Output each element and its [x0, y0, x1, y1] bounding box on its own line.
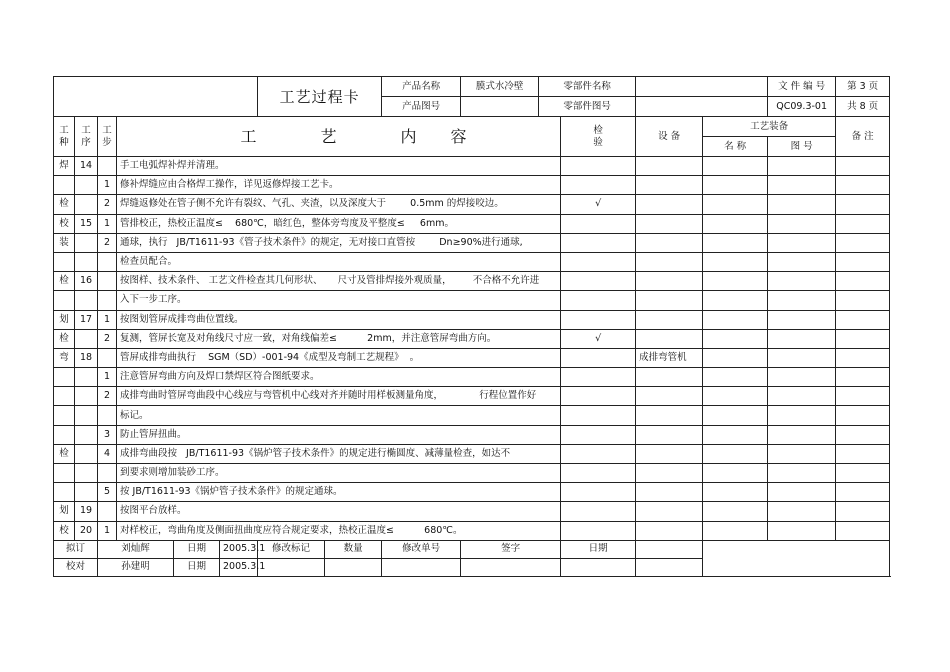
- col-op-header: 工 序: [75, 117, 98, 157]
- col-step-header: 工 步: [98, 117, 117, 157]
- step-cell: 1: [98, 368, 117, 387]
- tool-drawing-cell: [768, 329, 836, 348]
- checked-date: 2005.3.1: [220, 558, 258, 576]
- footer-blank-right: [703, 540, 890, 576]
- step-cell: [98, 272, 117, 291]
- equipment-cell: [636, 483, 703, 502]
- tool-name-cell: [703, 387, 768, 406]
- tool-name-cell: [703, 176, 768, 195]
- table-row: [54, 368, 890, 387]
- content-cell: 手工电弧焊补焊并清理。: [117, 157, 561, 176]
- part-drawing-value: [636, 97, 768, 117]
- tool-drawing-cell: [768, 214, 836, 233]
- trade-cell: [54, 368, 75, 387]
- table-row: [54, 310, 890, 329]
- inspect-cell: [561, 348, 636, 367]
- trade-cell: 检: [54, 195, 75, 214]
- trade-cell: [54, 291, 75, 310]
- tool-name-cell: [703, 521, 768, 540]
- trade-cell: 装: [54, 233, 75, 252]
- tool-drawing-cell: [768, 521, 836, 540]
- table-row: [54, 464, 890, 483]
- table-row: [54, 176, 890, 195]
- inspect-cell: [561, 464, 636, 483]
- checked-by: 孙建明: [98, 558, 174, 576]
- table-row: [54, 483, 890, 502]
- remark-cell: [836, 464, 890, 483]
- table-row: [54, 521, 890, 540]
- op-cell: [75, 387, 98, 406]
- content-cell: 焊缝返修处在管子侧不允许有裂纹、气孔、夹渣，以及深度大于 0.5mm 的焊接咬边。: [117, 195, 561, 214]
- op-cell: [75, 368, 98, 387]
- content-cell: 修补焊缝应由合格焊工操作，详见返修焊接工艺卡。: [117, 176, 561, 195]
- inspect-cell: [561, 387, 636, 406]
- tool-name-cell: [703, 483, 768, 502]
- tool-drawing-cell: [768, 406, 836, 425]
- quantity-label: 数量: [325, 540, 382, 558]
- step-cell: [98, 291, 117, 310]
- tool-name-cell: [703, 272, 768, 291]
- step-cell: 1: [98, 176, 117, 195]
- remark-cell: [836, 310, 890, 329]
- trade-cell: 校: [54, 521, 75, 540]
- tool-name-cell: [703, 310, 768, 329]
- step-cell: 3: [98, 425, 117, 444]
- tool-drawing-cell: [768, 291, 836, 310]
- step-cell: [98, 157, 117, 176]
- equipment-cell: [636, 444, 703, 463]
- tool-drawing-cell: [768, 252, 836, 271]
- trade-cell: [54, 252, 75, 271]
- product-name-value: 膜式水冷壁: [461, 77, 539, 97]
- product-name-label: 产品名称: [382, 77, 461, 97]
- equipment-cell: [636, 176, 703, 195]
- remark-cell: [836, 329, 890, 348]
- trade-cell: 弯: [54, 348, 75, 367]
- content-cell: 通球，执行 JB/T1611-93《管子技术条件》的规定，无对接口直管按 Dn≥90%进行通球,: [117, 233, 561, 252]
- trade-cell: 划: [54, 502, 75, 521]
- tool-name-cell: [703, 157, 768, 176]
- remark-cell: [836, 348, 890, 367]
- content-cell: 注意管屏弯曲方向及焊口禁焊区符合图纸要求。: [117, 368, 561, 387]
- op-cell: [75, 176, 98, 195]
- table-row: [54, 425, 890, 444]
- tool-drawing-cell: [768, 387, 836, 406]
- tool-drawing-cell: [768, 483, 836, 502]
- op-cell: [75, 406, 98, 425]
- step-cell: 2: [98, 233, 117, 252]
- part-drawing-label: 零部件图号: [539, 97, 636, 117]
- col-content-header: 工 艺 内 容: [117, 117, 561, 157]
- content-cell: 检查员配合。: [117, 252, 561, 271]
- content-cell: 成排弯曲时管屏弯曲段中心线应与弯管机中心线对齐并随时用样板测量角度， 行程位置作好: [117, 387, 561, 406]
- col-inspect-header: 检 验: [561, 117, 636, 157]
- tool-drawing-cell: [768, 444, 836, 463]
- tool-drawing-cell: [768, 233, 836, 252]
- tool-drawing-cell: [768, 272, 836, 291]
- equipment-cell: [636, 425, 703, 444]
- table-row: [54, 233, 890, 252]
- inspect-cell: [561, 368, 636, 387]
- trade-cell: 检: [54, 444, 75, 463]
- tool-name-cell: [703, 444, 768, 463]
- equipment-cell: [636, 464, 703, 483]
- step-cell: 2: [98, 195, 117, 214]
- blank-cell: [325, 558, 382, 576]
- remark-cell: [836, 157, 890, 176]
- table-row: [54, 291, 890, 310]
- blank-cell: [382, 558, 461, 576]
- table-row: [54, 272, 890, 291]
- step-cell: 5: [98, 483, 117, 502]
- part-name-value: [636, 77, 768, 97]
- equipment-cell: [636, 252, 703, 271]
- content-cell: 按图划管屏成排弯曲位置线。: [117, 310, 561, 329]
- op-cell: 20: [75, 521, 98, 540]
- remark-cell: [836, 406, 890, 425]
- inspect-cell: √: [561, 195, 636, 214]
- table-row: [54, 329, 890, 348]
- tool-name-cell: [703, 233, 768, 252]
- equipment-cell: [636, 310, 703, 329]
- card-title: 工艺过程卡: [258, 77, 382, 117]
- inspect-cell: [561, 233, 636, 252]
- remark-cell: [836, 368, 890, 387]
- revision-mark-label: 修改标记: [258, 540, 325, 558]
- checked-label: 校对: [54, 558, 98, 576]
- file-no-value: QC09.3-01: [768, 97, 836, 117]
- content-cell: 防止管屏扭曲。: [117, 425, 561, 444]
- col-equipment-header: 设 备: [636, 117, 703, 157]
- content-cell: 标记。: [117, 406, 561, 425]
- content-cell: 按图样、技术条件、 工艺文件检查其几何形状、 尺寸及管排焊接外观质量， 不合格不允许进: [117, 272, 561, 291]
- content-cell: 对样校正，弯曲角度及侧面扭曲度应符合规定要求，热校正温度≤ 680℃。: [117, 521, 561, 540]
- inspect-cell: [561, 444, 636, 463]
- table-row: [54, 406, 890, 425]
- col-remark-header: 备 注: [836, 117, 890, 157]
- footer-blank: [636, 540, 703, 558]
- tool-drawing-cell: [768, 425, 836, 444]
- remark-cell: [836, 425, 890, 444]
- remark-cell: [836, 521, 890, 540]
- remark-cell: [836, 444, 890, 463]
- step-cell: 2: [98, 329, 117, 348]
- remark-cell: [836, 272, 890, 291]
- op-cell: 18: [75, 348, 98, 367]
- remark-cell: [836, 214, 890, 233]
- trade-cell: [54, 425, 75, 444]
- part-name-label: 零部件名称: [539, 77, 636, 97]
- content-cell: 入下一步工序。: [117, 291, 561, 310]
- trade-cell: [54, 406, 75, 425]
- tool-drawing-cell: [768, 310, 836, 329]
- checked-date-label: 日期: [174, 558, 220, 576]
- tool-name-cell: [703, 195, 768, 214]
- product-drawing-label: 产品图号: [382, 97, 461, 117]
- step-cell: [98, 502, 117, 521]
- step-cell: [98, 406, 117, 425]
- trade-cell: [54, 464, 75, 483]
- tool-name-cell: [703, 368, 768, 387]
- drafted-date: 2005.3.1: [220, 540, 258, 558]
- equipment-cell: [636, 214, 703, 233]
- content-cell: 按 JB/T1611-93《锅炉管子技术条件》的规定通球。: [117, 483, 561, 502]
- process-card: [53, 76, 890, 577]
- step-cell: 2: [98, 387, 117, 406]
- table-row: [54, 502, 890, 521]
- tool-drawing-cell: [768, 368, 836, 387]
- tool-name-cell: [703, 464, 768, 483]
- col-tool-name-header: 名 称: [703, 137, 768, 157]
- table-row: [54, 214, 890, 233]
- tool-drawing-cell: [768, 464, 836, 483]
- op-cell: [75, 252, 98, 271]
- remark-cell: [836, 252, 890, 271]
- tool-name-cell: [703, 291, 768, 310]
- inspect-cell: √: [561, 329, 636, 348]
- inspect-cell: [561, 291, 636, 310]
- remark-cell: [836, 176, 890, 195]
- revision-no-label: 修改单号: [382, 540, 461, 558]
- equipment-cell: [636, 233, 703, 252]
- blank-cell: [561, 558, 636, 576]
- table-row: [54, 348, 890, 367]
- op-cell: [75, 329, 98, 348]
- inspect-cell: [561, 157, 636, 176]
- op-cell: [75, 464, 98, 483]
- blank-cell: [636, 558, 703, 576]
- inspect-cell: [561, 252, 636, 271]
- remark-cell: [836, 483, 890, 502]
- step-cell: 4: [98, 444, 117, 463]
- table-row: [54, 195, 890, 214]
- file-no-label: 文 件 编 号: [768, 77, 836, 97]
- op-cell: [75, 483, 98, 502]
- trade-cell: 检: [54, 272, 75, 291]
- product-drawing-value: [461, 97, 539, 117]
- drafted-by: 刘灿辉: [98, 540, 174, 558]
- tool-name-cell: [703, 252, 768, 271]
- table-row: [54, 444, 890, 463]
- inspect-cell: [561, 521, 636, 540]
- content-cell: 管屏成排弯曲执行 SGM（SD）-001-94《成型及弯制工艺规程》 。: [117, 348, 561, 367]
- tool-name-cell: [703, 406, 768, 425]
- col-trade-header: 工 种: [54, 117, 75, 157]
- trade-cell: 划: [54, 310, 75, 329]
- blank-header-cell: [54, 77, 258, 117]
- equipment-cell: [636, 291, 703, 310]
- drafted-label: 拟订: [54, 540, 98, 558]
- step-cell: 1: [98, 310, 117, 329]
- content-cell: 到要求则增加装砂工序。: [117, 464, 561, 483]
- drafted-date-label: 日期: [174, 540, 220, 558]
- inspect-cell: [561, 502, 636, 521]
- footer-date-label: 日期: [561, 540, 636, 558]
- step-cell: 1: [98, 521, 117, 540]
- equipment-cell: [636, 368, 703, 387]
- blank-cell: [461, 558, 561, 576]
- equipment-cell: [636, 406, 703, 425]
- trade-cell: [54, 387, 75, 406]
- trade-cell: 焊: [54, 157, 75, 176]
- col-tool-drawing-header: 图 号: [768, 137, 836, 157]
- total-pages: 共 8 页: [836, 97, 890, 117]
- op-cell: [75, 233, 98, 252]
- equipment-cell: 成排弯管机: [636, 348, 703, 367]
- tool-name-cell: [703, 502, 768, 521]
- remark-cell: [836, 291, 890, 310]
- op-cell: [75, 291, 98, 310]
- op-cell: [75, 444, 98, 463]
- step-cell: [98, 348, 117, 367]
- trade-cell: 检: [54, 329, 75, 348]
- step-cell: [98, 252, 117, 271]
- table-row: [54, 157, 890, 176]
- tool-drawing-cell: [768, 348, 836, 367]
- remark-cell: [836, 233, 890, 252]
- inspect-cell: [561, 406, 636, 425]
- remark-cell: [836, 502, 890, 521]
- content-cell: 成排弯曲段按 JB/T1611-93《锅炉管子技术条件》的规定进行椭圆度、减薄量检查，如达不: [117, 444, 561, 463]
- inspect-cell: [561, 272, 636, 291]
- tool-drawing-cell: [768, 157, 836, 176]
- op-cell: [75, 195, 98, 214]
- trade-cell: [54, 483, 75, 502]
- tool-drawing-cell: [768, 195, 836, 214]
- tool-name-cell: [703, 214, 768, 233]
- trade-cell: [54, 176, 75, 195]
- equipment-cell: [636, 502, 703, 521]
- page-number: 第 3 页: [836, 77, 890, 97]
- content-cell: 管排校正，热校正温度≤ 680℃，暗红色，整体旁弯度及平整度≤ 6mm。: [117, 214, 561, 233]
- inspect-cell: [561, 310, 636, 329]
- equipment-cell: [636, 329, 703, 348]
- op-cell: 15: [75, 214, 98, 233]
- op-cell: 17: [75, 310, 98, 329]
- table-row: [54, 252, 890, 271]
- content-cell: 复测，管屏长宽及对角线尺寸应一致，对角线偏差≤ 2mm，并注意管屏弯曲方向。: [117, 329, 561, 348]
- process-card-table: [53, 76, 890, 577]
- op-cell: 19: [75, 502, 98, 521]
- inspect-cell: [561, 176, 636, 195]
- signature-label: 签字: [461, 540, 561, 558]
- inspect-cell: [561, 214, 636, 233]
- step-cell: 1: [98, 214, 117, 233]
- op-cell: 14: [75, 157, 98, 176]
- equipment-cell: [636, 521, 703, 540]
- op-cell: [75, 425, 98, 444]
- remark-cell: [836, 387, 890, 406]
- tool-name-cell: [703, 329, 768, 348]
- remark-cell: [836, 195, 890, 214]
- blank-cell: [258, 558, 325, 576]
- tool-name-cell: [703, 348, 768, 367]
- col-tooling-header: 工艺装备: [703, 117, 836, 137]
- equipment-cell: [636, 272, 703, 291]
- inspect-cell: [561, 483, 636, 502]
- op-cell: 16: [75, 272, 98, 291]
- equipment-cell: [636, 387, 703, 406]
- trade-cell: 校: [54, 214, 75, 233]
- inspect-cell: [561, 425, 636, 444]
- tool-drawing-cell: [768, 176, 836, 195]
- content-cell: 按图平台放样。: [117, 502, 561, 521]
- equipment-cell: [636, 157, 703, 176]
- table-row: [54, 387, 890, 406]
- step-cell: [98, 464, 117, 483]
- tool-name-cell: [703, 425, 768, 444]
- tool-drawing-cell: [768, 502, 836, 521]
- equipment-cell: [636, 195, 703, 214]
